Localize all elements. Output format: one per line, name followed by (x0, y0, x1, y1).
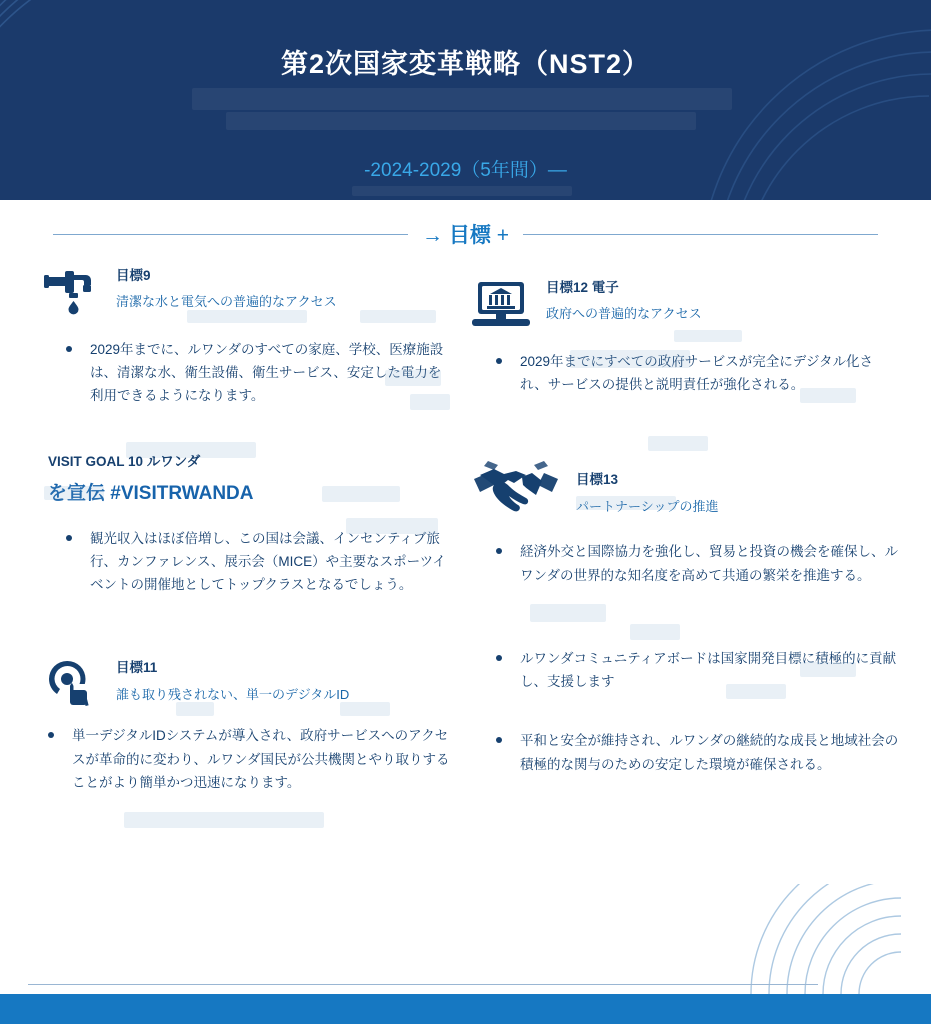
goal-11-sub: 誰も取り残されない、単一のデジタルID (116, 686, 350, 702)
goal-block-9 (40, 262, 450, 408)
page-subtitle: -2024-2029（5年間）— (364, 160, 567, 181)
plus-icon: + (496, 224, 509, 247)
goal-9-heading-text (116, 262, 337, 312)
visit-goal-10-label: VISIT GOAL 10 ルワンダ (48, 453, 201, 469)
visit-goal-10-header (40, 450, 450, 505)
goal-9-bullets (40, 338, 450, 408)
goal-13-label: 目標13 (576, 472, 619, 488)
goal-9-sub: 清潔な水と電気への普遍的なアクセス (116, 294, 337, 310)
goal-13-heading-text (576, 456, 718, 516)
section-title (422, 219, 509, 249)
visit-goal-10-bullets (40, 527, 450, 597)
left-column (40, 262, 450, 814)
tap-water-icon (40, 262, 102, 320)
goal-9-label: 目標9 (116, 268, 151, 283)
page-title: 第2次国家変革戦略（NST2） (280, 49, 651, 79)
divider-right (523, 234, 878, 235)
smudge (648, 436, 708, 451)
arrow-right-icon: → (422, 224, 444, 247)
handshake-icon (470, 456, 562, 518)
footer-divider (28, 984, 818, 985)
goal-block-12 (470, 274, 900, 396)
header-redaction-bar-2 (226, 112, 696, 130)
goal-13-bullet-3: 平和と安全が維持され、ルワンダの継続的な成長と地域社会の積極的な関与のための安定した環境が確保される。 (492, 729, 900, 775)
fingerprint-touch-icon (40, 654, 102, 712)
goal-11-header (40, 654, 450, 712)
goal-block-visit-10 (40, 450, 450, 597)
section-title-row (0, 216, 931, 252)
footer-bar (0, 994, 931, 1024)
goal-13-bullet-2: ルワンダコミュニティアボードは国家開発目標に積極的に貢献し、支援します (492, 647, 900, 693)
goal-12-sub: 政府への普遍的なアクセス (546, 306, 702, 322)
section-title-label: 目標 (448, 224, 491, 247)
header-redaction-bar-1 (192, 88, 732, 110)
goal-13-bullet-1: 経済外交と国際協力を強化し、貿易と投資の機会を確保し、ルワンダの世界的な知名度を高めて共通の繁栄を推進する。 (492, 540, 900, 586)
goal-9-bullet-1: 2029年までに、ルワンダのすべての家庭、学校、医療施設は、清潔な水、衛生設備、衛生サービス、安定した電力を利用できるようになります。 (62, 338, 450, 408)
goal-12-bullets (470, 350, 900, 396)
footer-decorative-arcs (731, 884, 931, 994)
visit-goal-10-bullet-1: 観光収入はほぼ倍増し、この国は会議、インセンティブ旅行、カンファレンス、展示会（MICE）や主要なスポーツイベントの開催地としてトップクラスとなるでしょう。 (62, 527, 450, 597)
goal-9-header (40, 262, 450, 320)
goal-11-bullets (40, 724, 450, 794)
goal-13-header (470, 456, 900, 518)
goal-13-bullets (470, 540, 900, 775)
goal-12-label: 目標12 電子 (546, 280, 619, 295)
goal-11-heading-text (116, 654, 349, 704)
divider-left (53, 234, 408, 235)
goal-11-label: 目標11 (116, 660, 158, 676)
visit-goal-10-sub: を宣伝 #VISITRWANDA (48, 482, 254, 504)
header-redaction-bar-3 (352, 186, 572, 196)
goal-13-sub: パートナーシップの推進 (576, 498, 719, 514)
goal-block-13 (470, 456, 900, 775)
computer-monitor-icon (470, 274, 532, 332)
page-header (0, 0, 931, 200)
goal-11-bullet-1: 単一デジタルIDシステムが導入され、政府サービスへのアクセスが革命的に変わり、ルワンダ国民が公共機関とやり取りすることがより簡単かつ迅速になります。 (44, 724, 450, 794)
goal-12-heading-text (546, 274, 702, 324)
smudge (124, 812, 324, 828)
goal-block-11 (40, 654, 450, 794)
right-column (470, 262, 900, 796)
goal-12-bullet-1: 2029年までにすべての政府サービスが完全にデジタル化され、サービスの提供と説明責任が強化される。 (492, 350, 900, 396)
goal-12-header (470, 274, 900, 332)
